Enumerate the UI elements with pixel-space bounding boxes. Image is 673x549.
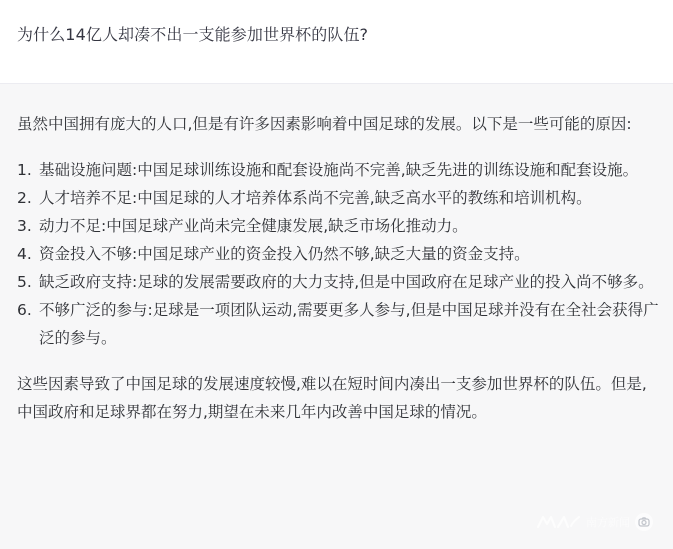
reason-text: 动力不足:中国足球产业尚未完全健康发展,缺乏市场化推动力。 (39, 217, 468, 235)
reason-number: 1. (17, 161, 32, 179)
reason-item-6 (17, 296, 662, 352)
reason-list (17, 156, 662, 352)
source-watermark (534, 508, 653, 536)
user-question-text: 为什么14亿人却凑不出一支能参加世界杯的队伍? (17, 25, 369, 44)
camera-icon (635, 513, 653, 531)
reason-number: 2. (17, 189, 32, 207)
assistant-answer-content (17, 110, 662, 426)
reason-text: 基础设施问题:中国足球训练设施和配套设施尚不完善,缺乏先进的训练设施和配套设施。 (39, 161, 639, 179)
reason-number: 6. (17, 301, 32, 319)
answer-conclusion-paragraph: 这些因素导致了中国足球的发展速度较慢,难以在短时间内凑出一支参加世界杯的队伍。但是,中国政府和足球界都在努力,期望在未来几年内改善中国足球的情况。 (17, 375, 647, 421)
assistant-answer-panel (0, 84, 673, 549)
reason-item-1 (17, 156, 662, 184)
answer-intro-paragraph: 虽然中国拥有庞大的人口,但是有许多因素影响着中国足球的发展。以下是一些可能的原因: (17, 115, 632, 133)
reason-item-5 (17, 268, 662, 296)
reason-text: 缺乏政府支持:足球的发展需要政府的大力支持,但是中国政府在足球产业的投入尚不够多。 (39, 273, 654, 291)
reason-text: 人才培养不足:中国足球的人才培养体系尚不完善,缺乏高水平的教练和培训机构。 (39, 189, 592, 207)
reason-number: 4. (17, 245, 32, 263)
reason-number: 3. (17, 217, 32, 235)
reason-item-3 (17, 212, 662, 240)
watermark-text: 南方新闻 (586, 515, 630, 529)
reason-item-2 (17, 184, 662, 212)
reason-text: 不够广泛的参与:足球是一项团队运动,需要更多人参与,但是中国足球并没有在全社会获得广泛的参与。 (39, 301, 659, 347)
user-question-row (0, 0, 673, 84)
watermark-logo-icon (534, 512, 581, 532)
reason-item-4 (17, 240, 662, 268)
reason-text: 资金投入不够:中国足球产业的资金投入仍然不够,缺乏大量的资金支持。 (39, 245, 530, 263)
reason-number: 5. (17, 273, 32, 291)
